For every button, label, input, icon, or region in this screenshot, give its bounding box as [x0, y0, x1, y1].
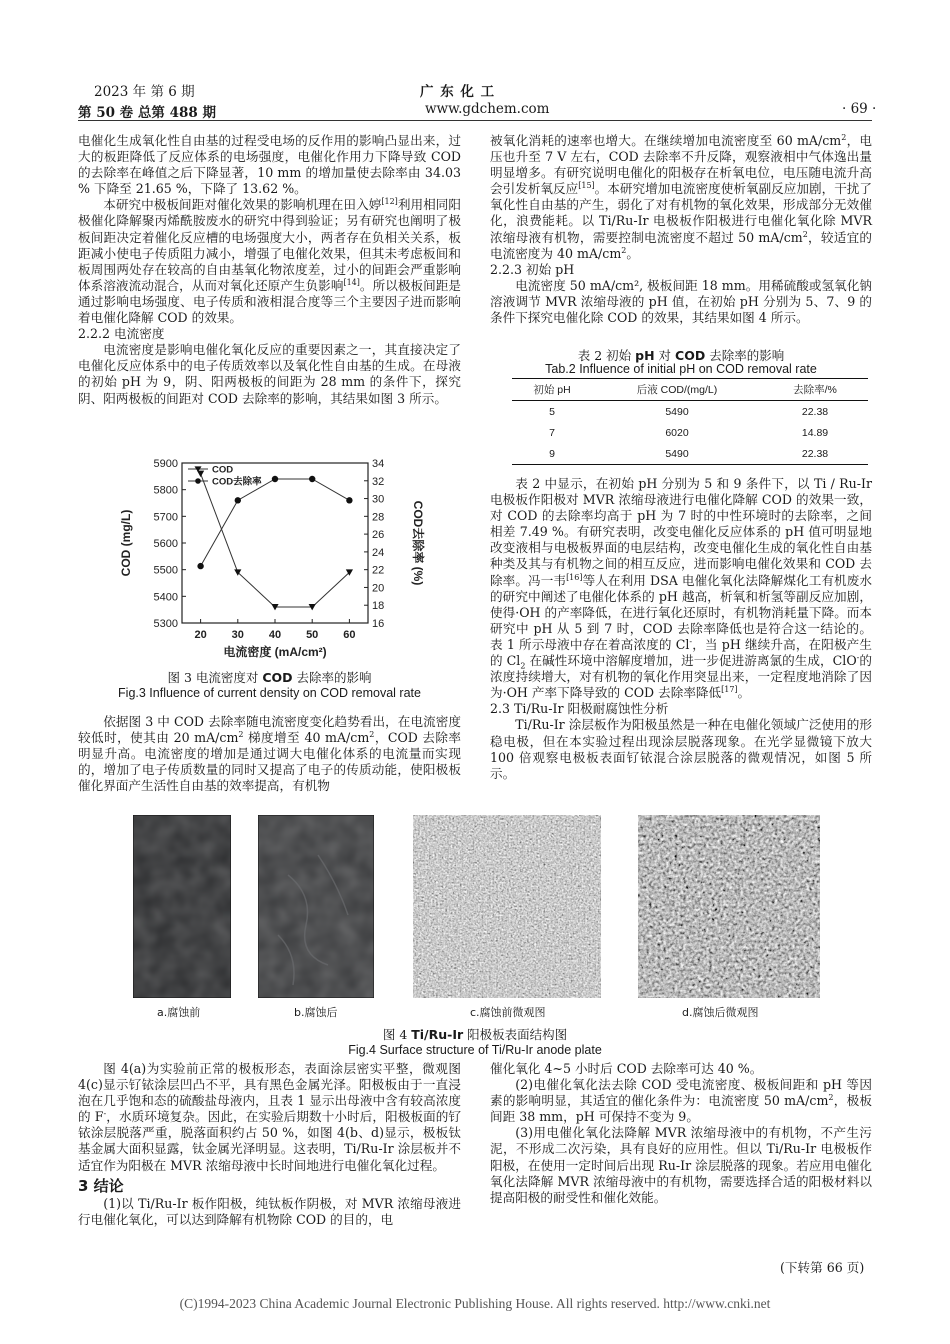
paragraph: (1)以 Ti/Ru-Ir 板作阳极，纯钛板作阴极，对 MVR 浓缩母液进行电催化氧化，可以达到降解有机物除 COD 的目的，电	[78, 1195, 461, 1227]
right-column-top	[490, 133, 872, 326]
y-tick-label: 5900	[153, 458, 178, 470]
table-row	[512, 401, 868, 423]
paragraph: (2)电催化氧化法去除 COD 受电流密度、极板间距和 pH 等因素的影响明显，其适宜的催化条件为：电流密度 50 $mA/cm^2$，极板间距 38 mm，pH 可保持不变为 9。	[490, 1077, 872, 1125]
series-line-cod	[201, 474, 350, 607]
left-column-bottom	[78, 714, 461, 794]
x-tick-label: 50	[306, 629, 319, 641]
section-heading-2-3: 2.3 Ti/Ru-Ir 阳极耐腐蚀性分析	[490, 701, 669, 717]
section-heading-2-2-3: 2.2.3 初始 pH	[490, 261, 575, 277]
table-header-row	[512, 379, 868, 401]
table-cell: 22.38	[801, 405, 829, 418]
figure-3-caption-cn: 图 3 电流密度对 COD 去除率的影响	[167, 670, 372, 685]
paragraph: 电流密度是影响电催化氧化反应的重要因素之一，其直接决定了电催化反应体系中的电子传质效率以及氧化性自由基的生成。在母液的初始 pH 为 9，阴、阳两极板的间距为 28 mm 的条件下，探究阴、阳两极板的间距对 COD 去除率的影响，其结果如图 3 所示。	[78, 342, 461, 406]
table-2-title-en: Tab.2 Influence of initial pH on COD removal rate	[545, 362, 817, 376]
table-cell: 22.38	[801, 447, 829, 460]
table-header: 去除率/%	[793, 384, 837, 396]
page-number: · 69 ·	[842, 101, 877, 117]
figure-4b-label: b.腐蚀后	[294, 1006, 338, 1019]
volume-info: 第 50 卷 总第 488 期	[78, 105, 216, 121]
data-point-removal-rate	[272, 476, 278, 482]
y2-tick-label: 20	[372, 582, 385, 595]
x-axis-label: 电流密度 (mA/cm²)	[223, 645, 327, 659]
y-axis-label: COD (mg/L)	[119, 509, 133, 577]
x-tick-label: 60	[343, 629, 356, 641]
journal-name: 广 东 化 工	[420, 84, 496, 100]
y2-tick-label: 28	[372, 511, 385, 524]
paragraph: 本研究中极板间距对催化效果的影响机理在田入婷[12]利用相同阳极催化降解聚丙烯酰胺废水的研究中得到验证；另有研究也阐明了极板间距决定着催化反应槽的电场强度大小，两者存在负相关关系，板距减小使电子传质阻力减小，增强了电催化效果，但其未考虑板间和板周围两处存在较高的自由基氧化物浓度差，过小的间距会严重影响体系溶液流动混合，从而对氧化还原产生负影响[14]。所以极板间距是通过影响电场强度、电子传质和液相混合度等三个主要因子进而影响着电催化降解 COD 的效果。	[78, 197, 462, 326]
table-cell: 5490	[665, 447, 689, 460]
y2-tick-label: 24	[372, 546, 385, 559]
surface-micrograph-before-photo	[413, 815, 601, 998]
paragraph: 电流密度 50 mA/cm², 极板间距 18 mm。用稀硫酸或氢氧化钠溶液调节 MVR 浓缩母液的 pH 值，在初始 pH 分别为 5、7、9 的条件下探究电催化除 COD 的效果，其结果如图 4 所示。	[490, 277, 872, 326]
issue-info: 2023 年 第 6 期	[94, 84, 195, 100]
paragraph: 表 2 中显示，在初始 pH 分别为 5 和 9 条件下，以 Ti / Ru-Ir 电极板作阳极对 MVR 浓缩母液进行电催化降解 COD 的效果一致，对 COD 的去除率均高于 pH 为 7 时的中性环境时的去除率，之间相差 7.49 %。有研究表明，改变电催化反应体系的 pH 值可明显地改变液相与电极板界面的电层结构，改变电催化生成的氧化性自由基种类及其与有机物之间的相互反应，进而影响电催化效果和 COD 去除率。冯一韦[16]等人在利用 DSA 电催化氧化法降解煤化工有机废水的研究中阐述了电催化体系的 pH 越高，析氧和析氢等副反应加剧，使得·OH 的产率降低，在进行氧化还原时，有机物消耗量下降。而本研究中 pH 从 5 到 7 时，COD 去除率降低也是符合这一结论的。表 1 所示母液中存在着高浓度的 Cl-，当 pH 继续升高，在阳极产生的 $Cl_2$ 在碱性环境中溶解度增加，进一步促进游离氯的生成，ClO-的浓度持续增大，对有机物的氧化作用突显出来，一定程度地消除了因为·OH 产率下降导致的 COD 去除率降低[17]。	[490, 476, 873, 701]
y2-tick-label: 32	[372, 475, 385, 488]
journal-website[interactable]: www.gdchem.com	[425, 101, 550, 117]
y2-tick-label: 26	[372, 529, 385, 542]
paragraph: 图 4(a)为实验前正常的极板形态，表面涂层密实平整，微观图 4(c)显示钌铱涂层凹凸不平，具有黑色金属光泽。阳极板由于一直浸泡在几乎饱和态的硫酸盐母液内，且表 1 显示出母液中含有较高浓度的 F-，水质环境复杂。因此，在实验后期数十小时后，阳极板面的钌铱涂层脱落严重，脱落面积约占 50 %，如图 4(b、d)显示，极板钛基金属大面积显露，钛金属光泽明显。这表明，Ti/Ru-Ir 涂层板并不适宜作为阳极在 MVR 浓缩母液中长时间地进行电催化氧化过程。	[78, 1061, 462, 1173]
plot-frame	[182, 463, 368, 623]
figure-4-caption-en: Fig.4 Surface structure of Ti/Ru-Ir anode plate	[348, 1043, 602, 1057]
y2-tick-label: 34	[372, 458, 385, 470]
data-point-removal-rate	[309, 476, 315, 482]
table-header: 后液 COD/(mg/L)	[636, 384, 718, 396]
table-row	[512, 443, 868, 465]
figure-3-caption-en: Fig.3 Influence of current density on COD removal rate	[118, 686, 421, 700]
bottom-left-column	[78, 1061, 461, 1228]
right-column-bottom	[490, 476, 872, 782]
y2-tick-label: 30	[372, 493, 385, 506]
figure-4a-label: a.腐蚀前	[157, 1006, 201, 1019]
figure-4d-label: d.腐蚀后微观图	[682, 1006, 759, 1019]
section-heading-2-2-2: 2.2.2 电流密度	[78, 326, 165, 342]
table-cell: 5	[549, 405, 555, 418]
y-tick-label: 5700	[153, 511, 178, 524]
data-point-removal-rate	[197, 563, 203, 569]
header-rule	[78, 120, 872, 121]
figure-4-caption-cn: 图 4 Ti/Ru-Ir 阳极板表面结构图	[382, 1027, 568, 1042]
table-cell: 7	[549, 426, 555, 439]
surface-micrograph-after-photo	[638, 815, 820, 998]
y-tick-label: 5300	[153, 618, 178, 630]
y-tick-label: 5800	[153, 484, 178, 497]
paragraph: 电催化生成氧化性自由基的过程受电场的反作用的影响凸显出来，过大的板距降低了反应体系的电场强度，电催化作用力下降导致 COD 的去除率在峰值之后下降显著，10 mm 的增加量使去除率由 34.03 % 下降至 21.65 %，下降了 13.62 %。	[78, 133, 461, 197]
legend-marker-removal-rate	[195, 478, 201, 484]
table-cell: 9	[549, 447, 555, 460]
figure-4c-label: c.腐蚀前微观图	[470, 1006, 546, 1019]
x-tick-label: 20	[194, 629, 207, 641]
anode-plate-after-corrosion-photo	[258, 815, 374, 998]
y2-tick-label: 16	[372, 618, 385, 630]
figure-3-chart	[110, 455, 430, 667]
paragraph: 催化氧化 4~5 小时后 COD 去除率可达 40 %。	[490, 1061, 763, 1076]
y-tick-label: 5600	[153, 538, 178, 550]
table-2-title-cn: 表 2 初始 pH 对 COD 去除率的影响	[577, 348, 785, 363]
continued-note: (下转第 66 页)	[780, 1260, 865, 1275]
section-heading-3: 3 结论	[78, 1176, 124, 1195]
x-tick-label: 30	[231, 629, 244, 641]
x-tick-label: 40	[268, 629, 282, 641]
legend-label-removal-rate: COD去除率	[212, 476, 262, 488]
bottom-right-column	[490, 1061, 872, 1206]
table-header: 初始 pH	[533, 384, 571, 396]
y2-axis-label: COD去除率 (%)	[411, 500, 425, 586]
table-cell: 6020	[665, 426, 689, 439]
legend-label-cod: COD	[212, 464, 234, 476]
y2-tick-label: 18	[372, 600, 385, 613]
copyright-footer: (C)1994-2023 China Academic Journal Electronic Publishing House. All rights reserved. http://www.cnki.net	[179, 1296, 771, 1311]
y2-tick-label: 22	[372, 564, 385, 577]
data-point-removal-rate	[235, 497, 241, 503]
paragraph: Ti/Ru-Ir 涂层板作为阳极虽然是一种在电催化领域广泛使用的形稳电极，但在本实验过程出现涂层脱落现象。在光学显微镜下放大 100 倍观察电极板表面钌铱混合涂层脱落的微观情况，如图 5 所示。	[490, 717, 872, 781]
left-column-top	[78, 133, 461, 407]
series-line-removal-rate	[201, 479, 350, 566]
y-tick-label: 5500	[153, 564, 178, 577]
paragraph: 依据图 3 中 COD 去除率随电流密度变化趋势看出，在电流密度较低时，使其由 20 $mA/cm^2$ 梯度增至 40 $mA/cm^2$，COD 去除率明显升高。电流密度的增加是通过调大电催化体系的电流量而实现的，增加了电子传质数量的同时又提高了电子的传质动能，使阳极板催化界面产生活性自由基的效率提高，有机物	[78, 714, 462, 794]
table-cell: 14.89	[801, 426, 829, 439]
y-tick-label: 5400	[153, 591, 178, 604]
table-row	[512, 422, 868, 443]
table-cell: 5490	[665, 405, 689, 418]
anode-plate-before-corrosion-photo	[133, 815, 231, 998]
table-2	[512, 378, 868, 465]
paragraph: 被氧化消耗的速率也增大。在继续增加电流密度至 60 $mA/cm^2$，电压也升至 7 V 左右，COD 去除率不升反降，观察液相中气体逸出量明显增多。有研究说明电催化的阳极存在析氧电位，电压随电流升高会引发析氧反应[15]。本研究增加电流密度使析氧副反应加剧，干扰了氧化性自由基的产生，弱化了对有机物的氧化效果，形成部分无效催化，浪费能耗。以 Ti/Ru-Ir 电极板作阳极进行电催化氧化除 MVR 浓缩母液有机物，需要控制电流密度不超过 50 $mA/cm^2$，较适宜的电流密度为 40 $mA/cm^2$。	[490, 132, 873, 261]
paragraph: (3)用电催化氧化法降解 MVR 浓缩母液中的有机物，不产生污泥，不形成二次污染，具有良好的应用性。但以 Ti/Ru-Ir 电极板作阳极，在使用一定时间后出现 Ru-Ir 涂层脱落的现象。若应用电催化氧化法降解 MVR 浓缩母液中的有机物，需要选择合适的阳极材料以提高阳极的耐受性和催化效能。	[490, 1125, 872, 1205]
data-point-removal-rate	[346, 497, 352, 503]
